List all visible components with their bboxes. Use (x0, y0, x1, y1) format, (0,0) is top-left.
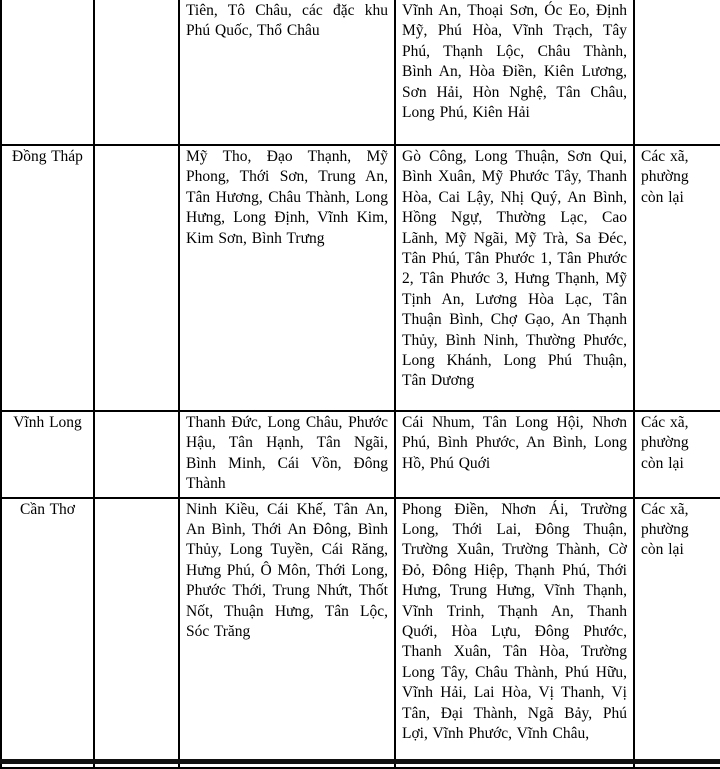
table-row (1, 411, 720, 498)
spacer-cell (94, 411, 179, 498)
table-row (1, 0, 720, 145)
wards-list-1-cell: Tiên, Tô Châu, các đặc khu Phú Quốc, Thổ Châu (179, 0, 395, 145)
spacer-cell (94, 498, 179, 768)
table-row (1, 145, 720, 411)
wards-list-1-cell: Mỹ Tho, Đạo Thạnh, Mỹ Phong, Thới Sơn, Trung An, Tân Hương, Châu Thành, Long Hưng, Long Định, Vĩnh Kim, Kim Sơn, Bình Trưng (179, 145, 395, 411)
wards-list-2-cell: Cái Nhum, Tân Long Hội, Nhơn Phú, Bình Phước, An Bình, Long Hồ, Phú Quới (395, 411, 634, 498)
spacer-cell (94, 0, 179, 145)
province-cell: Đồng Tháp (1, 145, 94, 411)
remaining-note-cell: Các xã, phường còn lại (634, 145, 720, 411)
wards-list-2-cell: Gò Công, Long Thuận, Sơn Qui, Bình Xuân, Mỹ Phước Tây, Thanh Hòa, Cai Lậy, Nhị Quý, An Bình, Hồng Ngự, Thường Lạc, Cao Lãnh, Mỹ Ngãi, Mỹ Trà, Sa Đéc, Tân Phú, Tân Phước 1, Tân Phước 2, Tân Phước 3, Hưng Thạnh, Mỹ Tịnh An, Lương Hòa Lạc, Tân Thuận Bình, Chợ Gạo, An Thạnh Thủy, Bình Ninh, Thường Phước, Long Khánh, Long Phú Thuận, Tân Dương (395, 145, 634, 411)
province-cell: Vĩnh Long (1, 411, 94, 498)
wards-list-1-cell: Thanh Đức, Long Châu, Phước Hậu, Tân Hạnh, Tân Ngãi, Bình Minh, Cái Vồn, Đông Thành (179, 411, 395, 498)
wards-list-2-cell: Vĩnh An, Thoại Sơn, Óc Eo, Định Mỹ, Phú Hòa, Vĩnh Trạch, Tây Phú, Thạnh Lộc, Châu Thành, Bình An, Hòa Điền, Kiên Lương, Sơn Hải, Hòn Nghệ, Tân Châu, Long Phú, Kiên Hải (395, 0, 634, 145)
remaining-note-cell: Các xã, phường còn lại (634, 498, 720, 768)
spacer-cell (94, 145, 179, 411)
province-cell: Cần Thơ (1, 498, 94, 768)
province-cell (1, 0, 94, 145)
page-cut-edge (0, 759, 720, 764)
table-row (1, 498, 720, 768)
wards-list-2-cell: Phong Điền, Nhơn Ái, Trường Long, Thới Lai, Đông Thuận, Trường Xuân, Trường Thành, Cờ Đỏ, Đông Hiệp, Thạnh Phú, Thới Hưng, Trung Hưng, Vĩnh Thạnh, Vĩnh Trinh, Thạnh An, Thanh Quới, Hòa Lựu, Đông Phước, Thanh Xuân, Tân Hòa, Trường Long Tây, Châu Thành, Phú Hữu, Vĩnh Hải, Lai Hòa, Vị Thanh, Vị Tân, Đại Thành, Ngã Bảy, Phú Lợi, Vĩnh Phước, Vĩnh Châu, (395, 498, 634, 768)
remaining-note-cell (634, 0, 720, 145)
remaining-note-cell: Các xã, phường còn lại (634, 411, 720, 498)
wards-list-1-cell: Ninh Kiều, Cái Khế, Tân An, An Bình, Thới An Đông, Bình Thủy, Long Tuyền, Cái Răng, Hưng Phú, Ô Môn, Thới Long, Phước Thới, Trung Nhứt, Thốt Nốt, Thuận Hưng, Tân Lộc, Sóc Trăng (179, 498, 395, 768)
